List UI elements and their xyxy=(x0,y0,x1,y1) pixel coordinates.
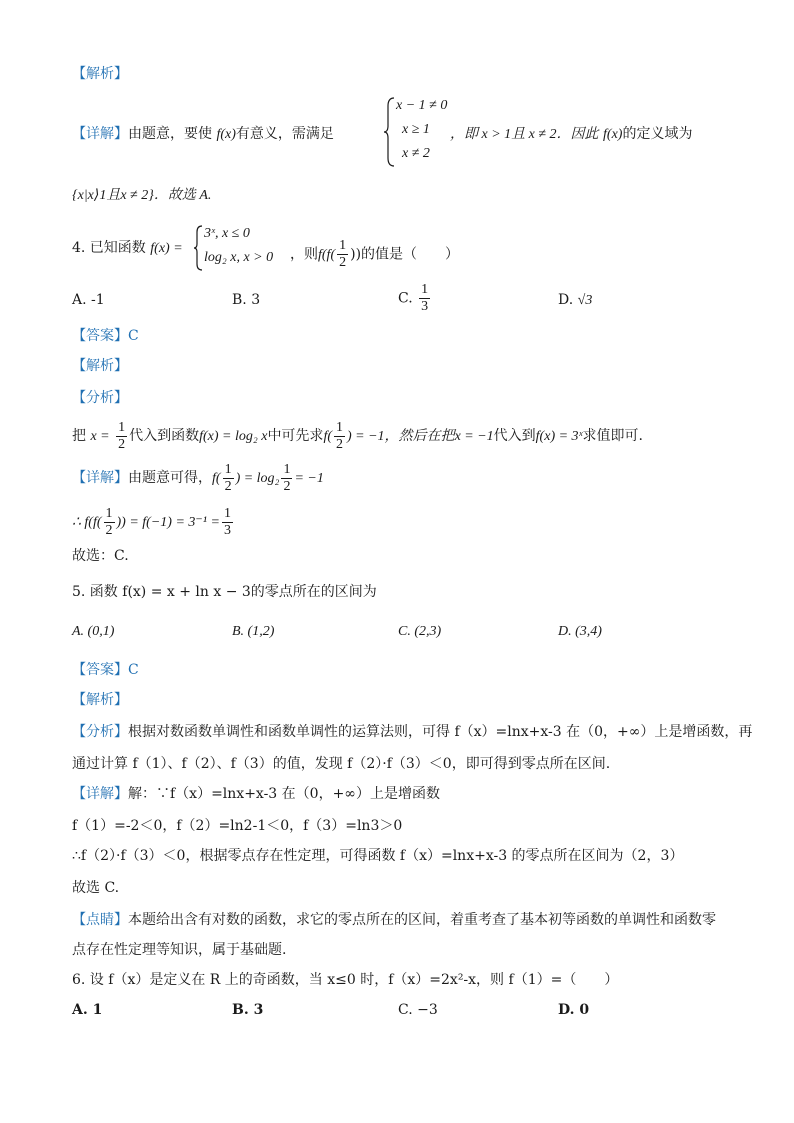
comment-text-1: 本题给出含有对数的函数，求它的零点所在的区间，着重考查了基本初等函数的单调性和函数零 xyxy=(128,912,716,928)
q4-stem-post: ))的值是（ ） xyxy=(350,246,460,263)
frac-num: 1 xyxy=(421,282,429,297)
fenxi-half-2 xyxy=(334,420,345,453)
q4-fenxi-line xyxy=(72,416,643,456)
q5-analysis-label: 【解析】 xyxy=(72,692,128,708)
q3-cond3: x ≠ 2 xyxy=(402,146,430,161)
detail-t1: 由题意可得， xyxy=(128,470,212,486)
frac-num: 1 xyxy=(224,461,232,477)
q4-fenxi-label: 【分析】 xyxy=(72,390,128,406)
q4-option-a[interactable]: A. -1 xyxy=(72,292,105,308)
q4-piecewise xyxy=(194,224,290,272)
q5-option-d[interactable]: D. (3,4) xyxy=(558,624,602,639)
q5-detail-3: ∴f（2）·f（3）＜0，根据零点存在性定理，可得函数 f（x）=lnx+x-3 的零点所在区间为（2，3） xyxy=(72,848,684,864)
q3-detail-post-line xyxy=(450,124,692,145)
q4-f-outer: f(f( xyxy=(318,247,336,263)
detail-tag: 【详解】 xyxy=(72,470,128,486)
q4-fx: f(x) = xyxy=(150,241,183,256)
fenxi-pre: 把 xyxy=(72,428,86,444)
frac-num: 1 xyxy=(223,505,231,521)
frac-den: 3 xyxy=(421,299,429,314)
detail-f: f( xyxy=(212,471,221,486)
q6-option-a[interactable]: A. 1 xyxy=(72,1002,103,1018)
fenxi-t3: ) = −1，然后在把 xyxy=(347,429,455,444)
frac-num: 1 xyxy=(339,238,347,253)
frac-den: 3 xyxy=(223,522,231,538)
detail-t2: ) = log₂ xyxy=(235,471,280,486)
detail-t3: = −1 xyxy=(294,471,324,486)
q4-therefore-line xyxy=(72,502,235,542)
q4-answer: 【答案】C xyxy=(72,328,139,344)
q5-option-b[interactable]: B. (1,2) xyxy=(232,624,275,639)
q4-option-c[interactable] xyxy=(398,282,432,315)
q5-comment-2: 点存在性定理等知识，属于基础题. xyxy=(72,942,287,958)
fenxi-f: f(x) = log₂ x xyxy=(199,429,268,444)
option-d-label: D. xyxy=(558,292,574,308)
q4-piece2: log₂ x, x > 0 xyxy=(204,250,274,265)
q4-detail-line xyxy=(72,458,324,498)
left-brace-icon xyxy=(194,224,204,272)
fenxi-half-1 xyxy=(116,420,127,453)
q4-stem xyxy=(72,238,183,259)
therefore-mid: )) = f(−1) = 3⁻¹ = xyxy=(116,515,220,530)
q4-option-b[interactable]: B. 3 xyxy=(232,292,261,308)
fenxi-x: x = xyxy=(90,429,110,444)
frac-num: 1 xyxy=(105,505,113,521)
fenxi-t4: x = −1 xyxy=(454,429,494,444)
option-c-fraction xyxy=(419,282,430,315)
q5-fenxi-1 xyxy=(72,722,752,742)
q3-detail-line xyxy=(72,124,334,145)
q5-pick: 故选 C. xyxy=(72,880,120,896)
q5-option-c[interactable]: C. (2,3) xyxy=(398,624,442,639)
q6-option-b[interactable]: B. 3 xyxy=(232,1002,264,1018)
fenxi-t2: 中可先求 xyxy=(267,428,324,444)
fenxi-t1: 代入到函数 xyxy=(129,428,200,444)
detail-half-1 xyxy=(223,462,234,495)
q3-detail-post: ，即 x > 1且 x ≠ 2．因此 xyxy=(450,127,599,142)
q4-stem-pre: 4. 已知函数 xyxy=(72,240,146,256)
frac-num: 1 xyxy=(336,419,343,435)
frac-den: 2 xyxy=(224,478,232,494)
q3-condition-system xyxy=(384,96,448,168)
q5-fenxi-2: 通过计算 f（1）、f（2）、f（3）的值，发现 f（2）·f（3）＜0，即可得到零点所在区间. xyxy=(72,756,611,772)
q4-piece1: 3ˣ, x ≤ 0 xyxy=(204,226,250,241)
comment-tag: 【点睛】 xyxy=(72,912,128,928)
q5-detail-2: f（1）=-2＜0，f（2）=ln2-1＜0，f（3）=ln3＞0 xyxy=(72,818,403,834)
fenxi-t5: 代入到 xyxy=(493,428,536,444)
q4-stem-mid: ，则 xyxy=(290,246,318,263)
option-d-value: √3 xyxy=(577,293,593,308)
frac-num: 1 xyxy=(118,419,126,435)
fenxi-tag: 【分析】 xyxy=(72,724,128,740)
q3-domain: {x|x⟩1且x ≠ 2}．故选 A. xyxy=(72,188,212,203)
q5-stem: 5. 函数 f(x) = x + ln x − 3的零点所在的区间为 xyxy=(72,584,377,600)
frac-den: 2 xyxy=(339,255,347,270)
frac-den: 2 xyxy=(105,522,113,538)
left-brace-icon xyxy=(384,96,396,168)
q4-pick: 故选：C. xyxy=(72,548,129,564)
q3-detail-mid: 有意义，需满足 xyxy=(235,126,334,142)
q3-cond2: x ≥ 1 xyxy=(402,122,430,137)
analysis-label: 【解析】 xyxy=(72,66,128,82)
q3-fx-2: f(x) xyxy=(603,127,623,142)
q4-analysis-label: 【解析】 xyxy=(72,358,128,374)
q5-option-a[interactable]: A. (0,1) xyxy=(72,624,115,639)
fenxi-text-1: 根据对数函数单调性和函数单调性的运算法则，可得 f（x）=lnx+x-3 在（0，+∞）上是增函数，再 xyxy=(128,724,753,740)
therefore-half xyxy=(104,506,115,539)
detail-text-1: 解：∵f（x）=lnx+x-3 在（0，+∞）上是增函数 xyxy=(128,786,440,802)
q3-fx: f(x) xyxy=(216,127,236,142)
q5-answer: 【答案】C xyxy=(72,662,139,678)
frac-den: 2 xyxy=(336,436,343,452)
fenxi-f2: f( xyxy=(323,429,332,444)
q3-detail-end: 的定义域为 xyxy=(622,126,693,142)
therefore-third xyxy=(222,506,233,539)
q4-option-d[interactable] xyxy=(558,292,592,309)
q6-option-c[interactable]: C. −3 xyxy=(398,1002,438,1018)
frac-den: 2 xyxy=(283,478,291,494)
q4-stem-tail xyxy=(290,238,459,271)
q3-cond1: x − 1 ≠ 0 xyxy=(396,98,448,113)
therefore-pre: ∴ f(f( xyxy=(72,515,102,530)
detail-tag: 【详解】 xyxy=(72,786,128,802)
fenxi-t6: f(x) = 3ˣ xyxy=(535,429,583,444)
detail-tag: 【详解】 xyxy=(72,126,128,142)
q6-option-d[interactable]: D. 0 xyxy=(558,1002,590,1018)
q4-half-fraction xyxy=(337,238,348,271)
option-c-label: C. xyxy=(398,290,413,307)
frac-den: 2 xyxy=(118,436,126,452)
q5-comment-1 xyxy=(72,910,716,930)
q3-detail-pre: 由题意，要使 xyxy=(128,126,212,142)
q5-detail-1 xyxy=(72,784,440,804)
detail-half-2 xyxy=(281,462,292,495)
q6-stem: 6. 设 f（x）是定义在 R 上的奇函数，当 x≤0 时，f（x）=2x²-x，则 f（1）=（ ） xyxy=(72,972,619,988)
fenxi-t7: 求值即可. xyxy=(582,428,643,444)
frac-num: 1 xyxy=(283,461,291,477)
